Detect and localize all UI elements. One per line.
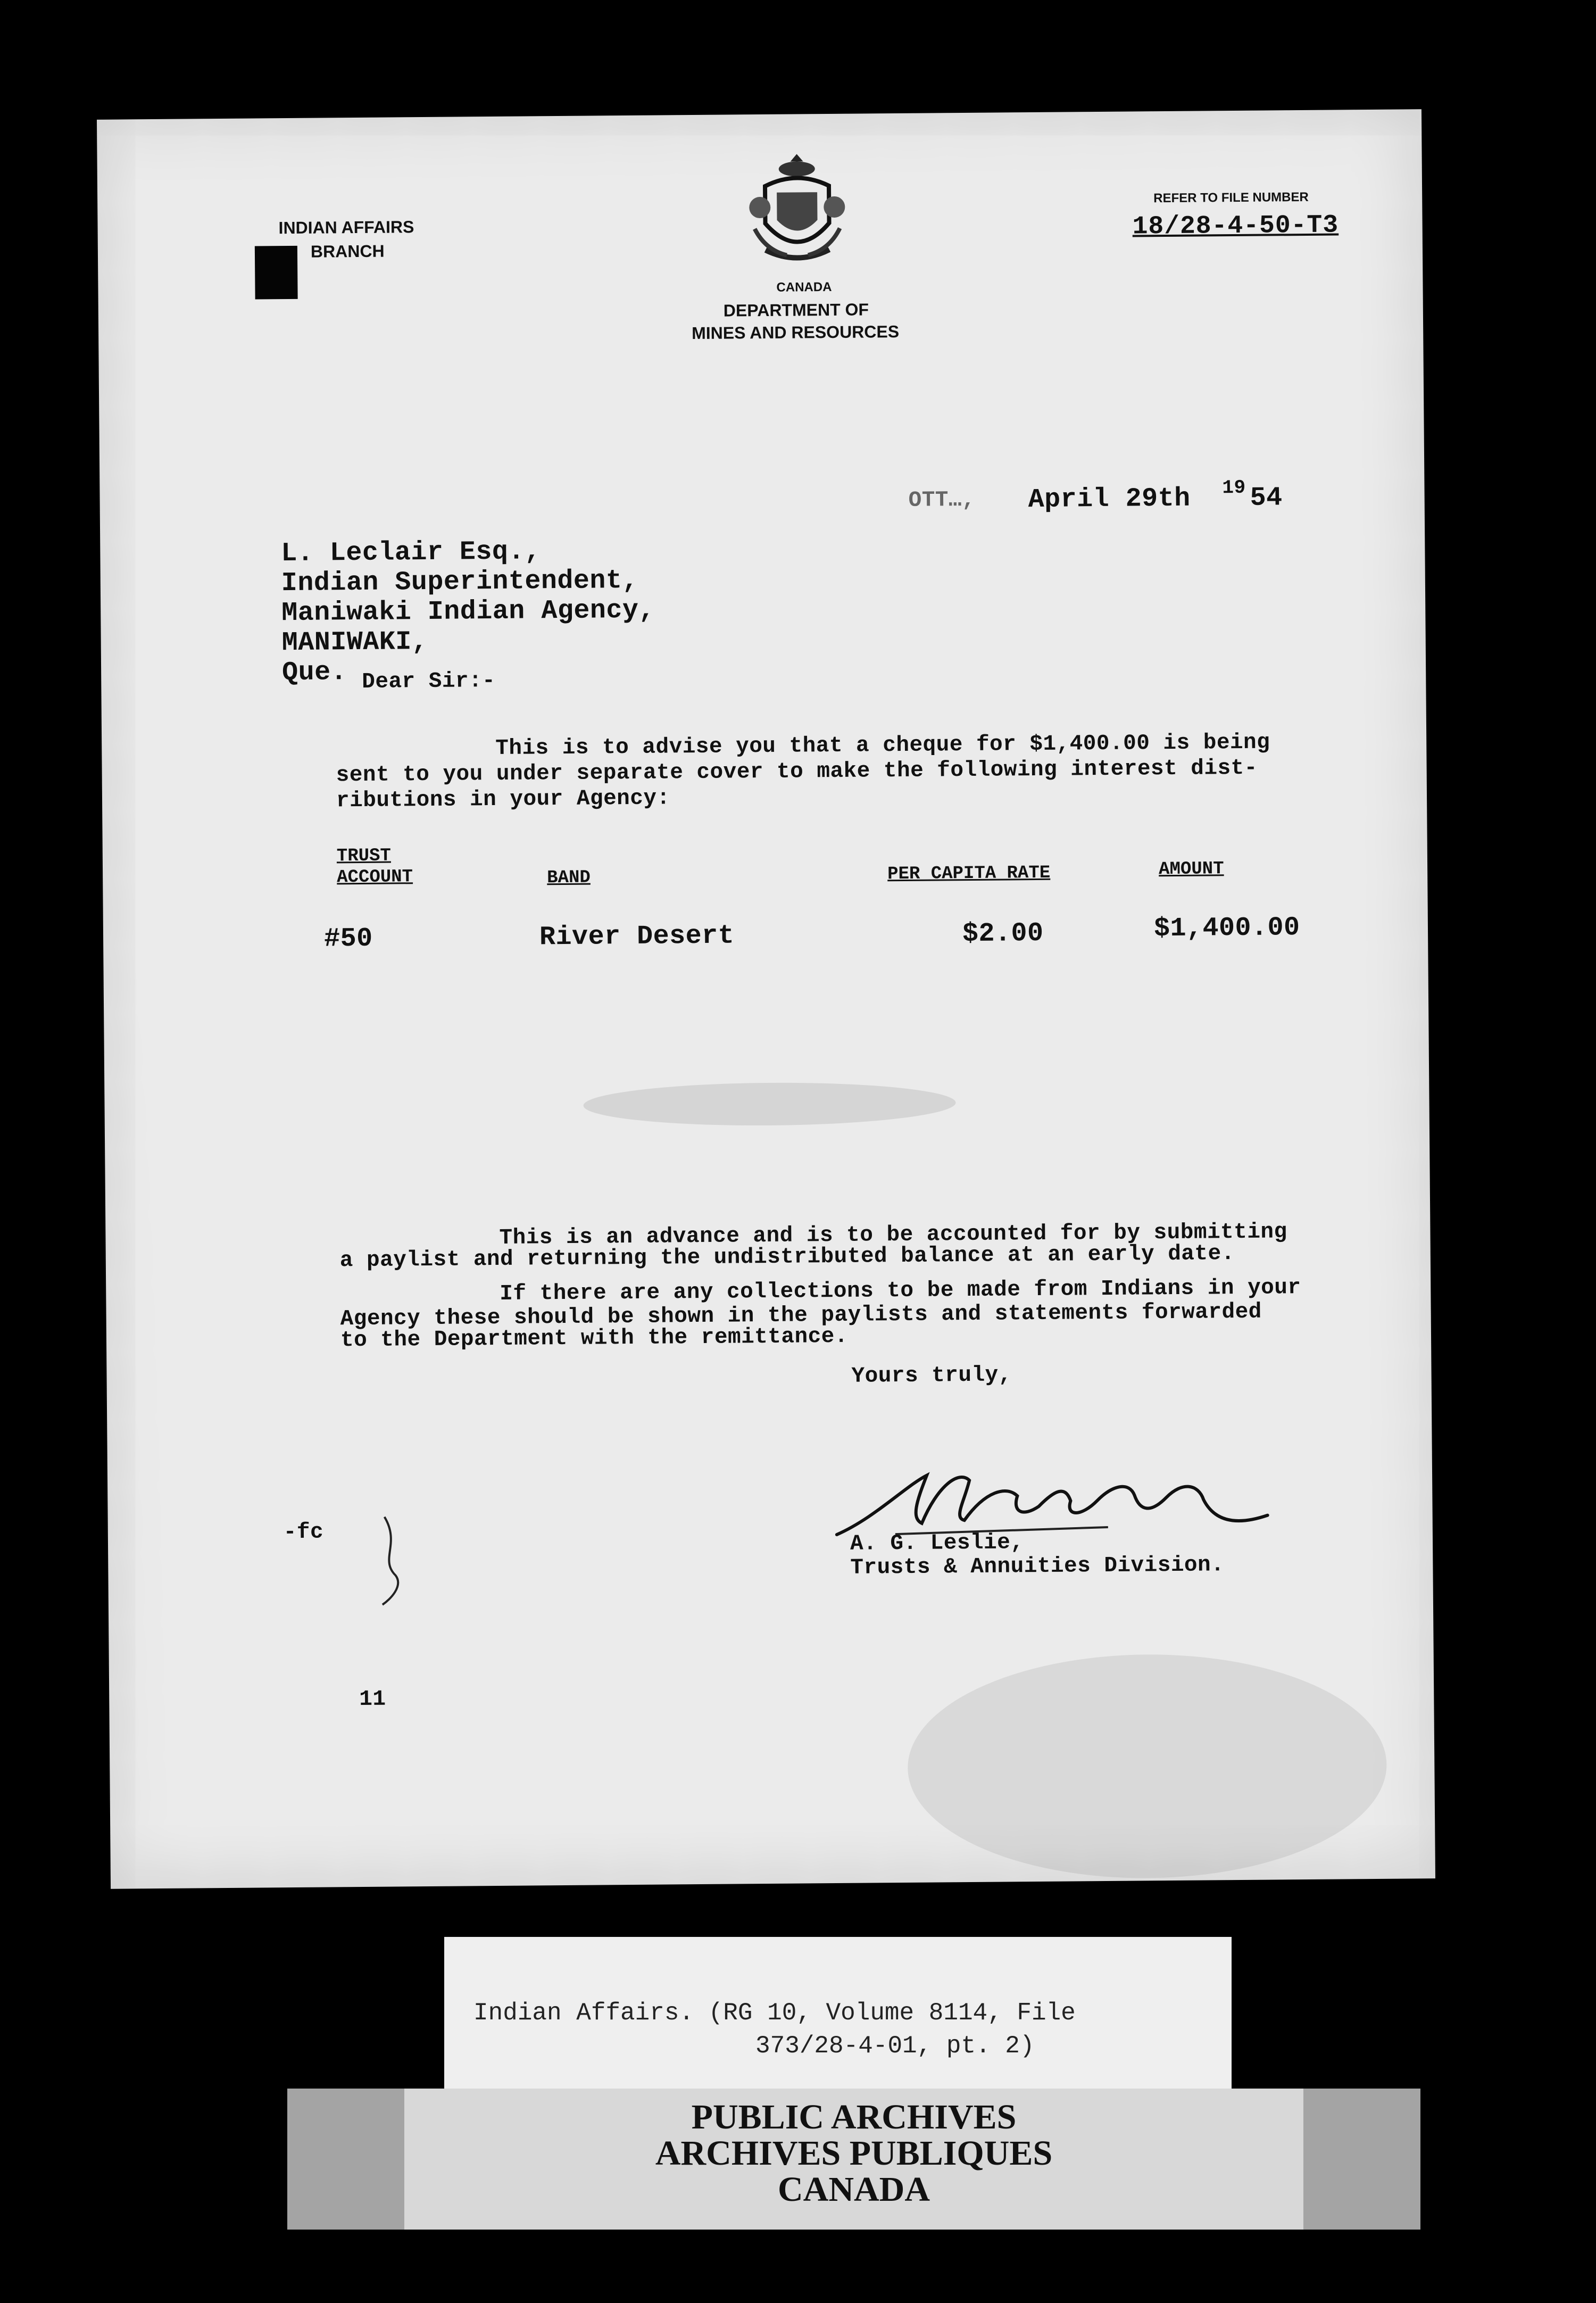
branch-line2: BRANCH	[310, 241, 385, 261]
archive-stamp-bar	[287, 2089, 1420, 2230]
branch-line1: INDIAN AFFAIRS	[278, 217, 414, 238]
archive-reference-label	[444, 1937, 1232, 2107]
coat-of-arms-icon	[743, 148, 851, 277]
para3-line1: If there are any collections to be made from Indians in your	[500, 1275, 1301, 1306]
country-label: CANADA	[776, 279, 832, 295]
para1-line3: ributions in your Agency:	[336, 786, 670, 814]
year-prefix: 19	[1222, 476, 1246, 499]
signer-name: A. G. Leslie,	[850, 1530, 1024, 1556]
year-suffix: 54	[1250, 483, 1283, 513]
pen-mark	[374, 1511, 406, 1607]
smudge	[583, 1081, 956, 1126]
signer-division: Trusts & Annuities Division.	[850, 1553, 1225, 1580]
cell-band: River Desert	[539, 921, 735, 953]
para2-line1: This is an advance and is to be accounted for by submitting	[499, 1220, 1287, 1250]
archive-label-line2: 373/28-4-01, pt. 2)	[755, 2032, 1035, 2060]
department-line2: MINES AND RESOURCES	[692, 321, 900, 343]
letter-page	[97, 109, 1435, 1888]
cell-rate: $2.00	[962, 918, 1044, 950]
date-place: OTT…,	[908, 487, 976, 513]
stamp-cap-right	[1303, 2089, 1420, 2230]
typist-initials: -fc	[283, 1520, 324, 1545]
stain	[907, 1653, 1387, 1880]
recipient-title: Indian Superintendent,	[281, 565, 639, 599]
para3-line2: Agency these should be shown in the paylists and statements forwarded	[340, 1299, 1262, 1332]
para3-line3: to the Department with the remittance.	[340, 1324, 849, 1353]
valediction: Yours truly,	[851, 1363, 1012, 1389]
date-text: April 29th	[1028, 483, 1191, 516]
header-band: BAND	[547, 867, 591, 889]
para1-line1: This is to advise you that a cheque for $1,400.00 is being	[495, 730, 1270, 761]
department-line1: DEPARTMENT OF	[723, 300, 869, 320]
para2-line2: a paylist and returning the undistributed balance at an early date.	[339, 1241, 1235, 1273]
recipient-agency: Maniwaki Indian Agency,	[281, 595, 655, 629]
recipient-name: L. Leclair Esq.,	[281, 536, 541, 569]
stamp-cap-left	[287, 2089, 404, 2230]
recipient-province: Que.	[281, 657, 347, 689]
page-mark: 11	[359, 1687, 386, 1712]
cell-trust-account: #50	[323, 923, 373, 955]
redaction-block	[255, 246, 298, 300]
para1-line2: sent to you under separate cover to make the following interest dist-	[336, 756, 1258, 788]
header-trust-account: TRUST ACCOUNT	[336, 846, 413, 888]
file-number: 18/28-4-50-T3	[1132, 211, 1339, 242]
stamp-line3: CANADA	[778, 2170, 930, 2209]
header-amount: AMOUNT	[1158, 859, 1224, 880]
stamp-line1: PUBLIC ARCHIVES	[691, 2098, 1017, 2136]
header-per-capita-rate: PER CAPITA RATE	[887, 863, 1051, 885]
recipient-town: MANIWAKI,	[281, 626, 428, 659]
cell-amount: $1,400.00	[1153, 913, 1300, 945]
archive-label-line1: Indian Affairs. (RG 10, Volume 8114, File	[473, 1999, 1076, 2027]
archive-stamp	[404, 2089, 1303, 2230]
stamp-line2: ARCHIVES PUBLIQUES	[655, 2134, 1053, 2173]
salutation: Dear Sir:-	[362, 668, 496, 694]
refer-to-file-label: REFER TO FILE NUMBER	[1153, 189, 1309, 206]
